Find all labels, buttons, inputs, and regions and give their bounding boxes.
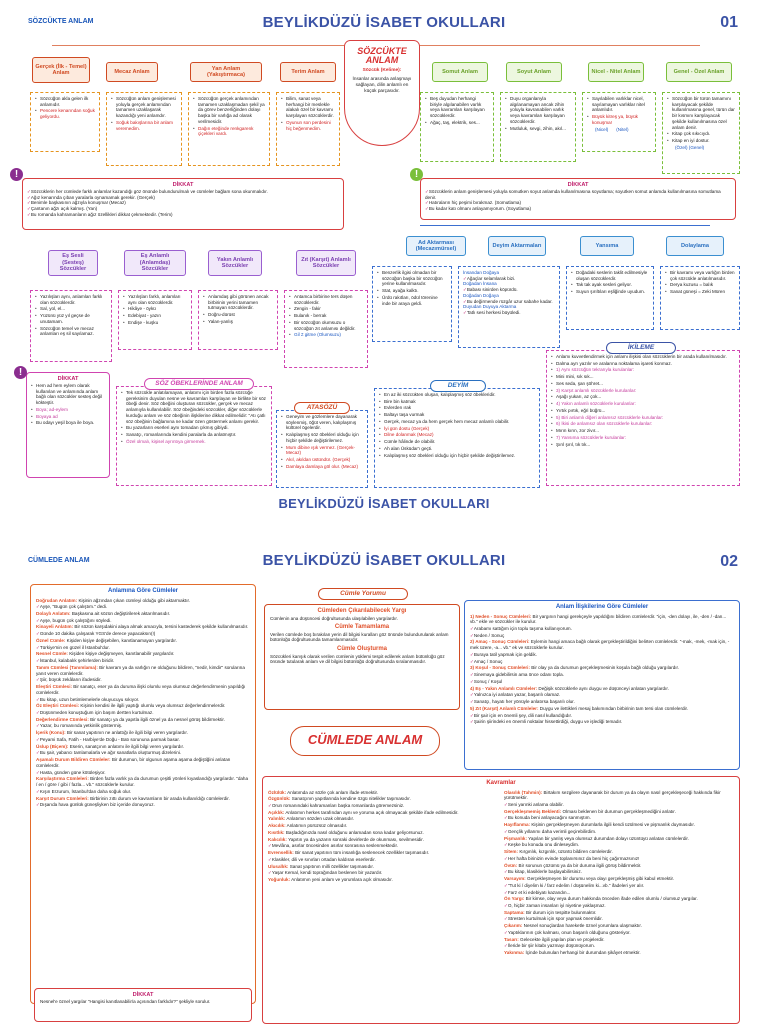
list-item: • Gerçek, mecaz ya da hem gerçek hem mecaz anlamlı olabilir.	[379, 419, 535, 425]
hdr-terim: Terim Anlam	[280, 62, 336, 82]
list-item: Saptama: Bir durum için tespitte bulunmaktır.	[504, 909, 597, 915]
list-item: ✓ Kışın Erzurum, İstanbul'dan daha soğuk olur.	[36, 789, 250, 795]
section-title: Anlam İlişkilerine Göre Cümleler	[555, 604, 649, 610]
mid-title: CÜMLEDE ANLAM	[307, 732, 423, 747]
list-item: 5) Zıt (Karşıt) Anlamlı Cümleler: Duygu ve ilettikleri mesaj bakımından birbirinin tam tersi olan cümlelerdir.	[470, 705, 689, 711]
list-item: • Bilim, sanat veya herhangi bir meslekle alakalı özel bir kavramı karşılayan sözcüklerdir.	[281, 96, 335, 119]
topic-label: SÖZCÜKTE ANLAM	[28, 18, 94, 25]
dikkat-item: Nesnel'e öznel yargılar "Hangisi kanıtlanabilir/a açısından farklıdır?" şekliyle sorulur.	[40, 998, 211, 1004]
list-item: ✓ Sanatçı, hayatı her yönüyle anlatırsa başarılı olur.	[470, 699, 734, 705]
list-item: Doğrudan Anlatım: Kişinin ağzından çıkan cümleyi olduğu gibi aktarmaktır.	[36, 597, 191, 603]
list-item: • Kalıplaşmış söz öbekleri olduğu için hiçbir şekilde değiştirilemez.	[281, 432, 363, 443]
list-item: Eleştiri Cümlesi: Bir sanatçı, eser ya da duruma ilişki olumlu veya olumsuz değerlendirmenin yapıldığı cümlelerdir.	[36, 684, 246, 695]
list-item: Özlülük: Anlatımda az sözle çok anlam ifade etmektir.	[268, 789, 379, 795]
sub-heading: İnsandan Doğaya	[463, 270, 500, 275]
anlam-iliskileri-list	[470, 614, 734, 725]
list-item: ✓ Sinemaya gidebilirsin ama önce odanı topla.	[470, 672, 734, 678]
example-item: • Mini mini, sık sık...	[551, 374, 735, 380]
tag-ozel: (Özel)	[675, 144, 688, 150]
tag-nicel: (Nicel)	[595, 126, 609, 132]
list-item: ✓ Mevlâna, asırlar öncesinden asırlar sonrasına seslenmektedir.	[268, 843, 498, 849]
example-item: • Sanatçı, romanlarında kendini paralarla da anlatmıştır.	[121, 432, 267, 438]
dikkat-box-2	[420, 178, 736, 220]
box-anlamina-gore	[30, 584, 256, 1004]
warning-icon: !	[410, 168, 423, 181]
example-item: • Damlaya damlaya göl olur. (Mecaz)	[281, 464, 363, 470]
example-item: • Pencere kenarından soğuk geliyordu.	[35, 108, 95, 119]
section-title: Anlamına Göre Cümleler	[107, 588, 179, 594]
list-item: • Beş duyudan herhangi biriyle algılanabilen varlık veya kavramları karşılayan sözcüklerdir.	[425, 96, 489, 119]
hdr-yansima: Yansıma	[580, 236, 634, 256]
hdr-genel: Genel - Özel Anlam	[666, 62, 732, 82]
dikkat-item: ✓ Sözcüklerin her cümlede farklı anlamlar kazandığı göz önünde bulundurulmalı ve cümleler bağlam sona okunmalıdır.	[27, 189, 339, 195]
list-item: ✓ Ayşe, "Bugün çok çalıştım." dedi.	[36, 604, 250, 610]
example-item: • Derya kuzusu = balık	[665, 282, 735, 288]
warning-icon: !	[14, 366, 27, 379]
box-kavramlar	[262, 776, 740, 1024]
box-deyim	[374, 388, 540, 488]
box-yansima	[566, 266, 654, 330]
sub-heading: Doğadan İnsana	[463, 281, 497, 287]
list-item: Akıcılık: Anlatımın pürüzsüz olmasıdır.	[268, 823, 348, 829]
list-item: ✓ Neden / Sonuç	[470, 633, 734, 639]
list-item: ✓ Yaptıklarının çok kalması, onun başarılı olduğunu gösteriyor.	[504, 930, 734, 936]
list-item: • Bir sözcüğün olumsuzu o sözcüğün zıt anlamısı değildir.	[289, 320, 363, 331]
list-item: Tanım Cümlesi (Tanımlama): Bir kavram ya da varlığın ne olduğunu bildiren, "nedir, kimdir" sorularına yanıt veren cümlelerdir.	[36, 664, 245, 676]
list-item: Varsayım: Gerçekleşmeyen bir durumu veya olayı gerçekleşmiş gibi kabul etmektir.	[504, 876, 675, 882]
list-item: • Doğadaki seslerin taklit edilmesiyle oluşan sözcüklerdir.	[571, 270, 649, 281]
list-item: • 7) Yansıma sözcüklerle kurulanlar:	[551, 435, 735, 441]
list-item: • 6) İkisi de anlamsız olan sözcüklerle kurulanlar:	[551, 421, 735, 427]
example-item: • Stat, ayağa kalktı.	[377, 288, 447, 294]
list-item: Yoğunluk: Anlatımın yeni anlam ve yorumlara açık olmasıdır.	[268, 877, 393, 883]
example-item: • Gil ≠ gitme (Olumsuzu)	[289, 332, 363, 338]
example-item: • Kitap en iyi dostur.	[667, 138, 735, 144]
box-mecaz	[106, 92, 182, 166]
dikkat-box-3	[26, 372, 110, 478]
example-item: • Özel olmalı, kişisel ayrıntıya girmemek.	[121, 439, 267, 445]
list-item: • Boyaya ad	[31, 414, 105, 420]
box-es-sesli	[30, 290, 112, 362]
box-soz-obekleri	[116, 386, 272, 486]
list-item: ✓ Klasikler, dili ve sınırları ortadan kaldıran eserlerdir.	[268, 857, 498, 863]
hdr-ad-aktarmasi: Ad Aktarması (Mecazımürsel)	[406, 236, 466, 256]
list-item: ✓ Peyami Safa, Fatih - Harbiye'de Doğu - Batı sorununa parmak basar.	[36, 737, 250, 743]
list-item: ✓ Sonuç / Koşul	[470, 679, 734, 685]
list-item: • Sözcüğün bir türün tamamını karşılayacak şekilde kullanılmasına genel, türün dar bir kısmını karşılayacak şekilde kullanılmasına özel anlam denir.	[667, 96, 735, 130]
list-item: • Kalıplaşmış söz öbekleri olduğu için hiçbir şekilde değiştirilemez.	[379, 453, 535, 459]
example-item: ✓ Tatlı sesi herkesi büyüledi.	[463, 310, 555, 316]
section-ikileme: İKİLEME	[606, 342, 676, 354]
example-item: • Kitap çok sıkıcıydı.	[667, 131, 735, 137]
box-deyim-aktarmalari	[458, 266, 560, 348]
box-ikileme	[546, 350, 740, 486]
brand-title: BEYLİKDÜZÜ İSABET OKULLARI	[262, 14, 506, 31]
dikkat-title: DİKKAT	[567, 182, 589, 188]
list-item: • 4) Yakın anlamlı sözcüklerle kurulanlar:	[551, 401, 735, 407]
box-soyut	[500, 92, 576, 162]
list-item: • Sözcüğün anlam genişlemesi yoluyla gerçek anlamından tamamen uzaklaşarak kazandığı yeni anlamdır.	[111, 96, 177, 119]
example-item: • Soğuk bakışlarına bir anlam veremedim.	[111, 120, 177, 131]
dikkat-item: ✓ Bu romanda kahramanların ağız özellikleri dikkat çekmektedir. (Terim)	[27, 212, 339, 218]
list-item: ✓ Hasta, günden güne kötüleşiyor.	[36, 770, 250, 776]
box-gercek	[30, 92, 100, 152]
list-item: Ulusallık: Sanat yapıtının milli özellikler taşımasıdır.	[268, 863, 374, 869]
list-item: ✓ Bu kitap, klasiklerle başlayabilirsiniz.	[504, 869, 734, 875]
example-item: • Doğru-dürüst	[203, 312, 273, 318]
hdr-nicel: Nicel - Nitel Anlam	[588, 62, 644, 82]
list-item: ✓ İstanbul, kalabalık şehirlerden biridir.	[36, 658, 250, 664]
shield-title-1: SÖZCÜKTE	[357, 46, 407, 56]
list-item: ✓ Şairin şiirindeki en önemli noktalar hissettirdiği, duygu ve işlediği temadır.	[470, 719, 734, 725]
example-item: • Edebiyat - yazın	[123, 313, 187, 319]
list-item: • 3) Karşıt anlamlı sözcüklerle kurulanlar:	[551, 388, 735, 394]
box-yan	[188, 92, 270, 166]
list-item: 2) Amaç - Sonuç Cümleleri: Eylemin hangi amaca bağlı olarak gerçekleştirildiğini belirten cümlelerdir. "-mak, -mek, -mak için, -mek üzere, -a... vb." ek ve sözcüklerle kurulur.	[470, 639, 730, 651]
list-item: Evrensellik: Bir sanat yapıtının tüm insanlığa seslenecek özellikler taşımasıdır.	[268, 850, 430, 856]
example-item: • Yırtık pırtık, eğri büğrü...	[551, 408, 735, 414]
dikkat-title: DİKKAT	[57, 376, 79, 382]
list-item: • Anlamdaş gibi görünen ancak birbirinin yerini tamamen tutmayan sözcüklerdir.	[203, 294, 273, 311]
list-item: Karşılaştırma Cümleleri: Birden fazla varlık ya da durumun çeşitli yönleri kıyaslandığı yargılardır. "daha / en / göre / gibi / fazla... vb." sözcüklerle kurulur.	[36, 776, 249, 788]
list-item: • Antamca birbirine ters düşen sözcüklerdir.	[289, 294, 363, 305]
example-item: • Sal, yol, el...	[35, 306, 107, 312]
list-item: ✓ Seni yarınki anlama olabilir.	[504, 802, 734, 808]
box-genel	[662, 92, 740, 174]
list-item: 1) Neden - Sonuç Cümleleri: Bir yargının hangi gerekçeyle yapıldığını bildiren cümlelerdir. "için, -den dolayı, ile, -den / -dan... vb." ekle ve sözcükler ile kurulur.	[470, 613, 727, 625]
list-item: • İyi gün dostu (Gerçek)	[379, 426, 535, 432]
example-item: • Akıl, akıldan üstündür. (Gerçek)	[281, 457, 363, 463]
list-item: Dolaylı Anlatım: Başkasına ait sözün değiştirilerek aktarılmasıdır.	[36, 610, 171, 616]
list-item: Yakınma: İçinde bulunulan herhangi bir durumdan şikâyet etmektir.	[504, 950, 641, 956]
list-item: ✓ Her hafta birinizin evinde toplanırsınız da beni hiç çağırmazsınız!	[504, 856, 734, 862]
hdr-es-anlamli: Eş Anlamlı (Anlamdaş) Sözcükler	[124, 250, 186, 276]
list-item: Üslup (Biçem): Eserin, sanatçının anlatımı ile ilgili bilgi veren yargılardır.	[36, 743, 185, 749]
list-item: ✓ İleride bir şiir kitabı yazmayı düşünüyorum.	[504, 943, 734, 949]
box-yakin	[198, 290, 278, 350]
box-anlam-iliskileri	[464, 600, 740, 770]
list-item: 3) Koşul - Sonuç Cümleleri: Bir olay ya da durumun gerçekleşmesinin koşula bağlı olduğu yargılardır.	[470, 665, 680, 671]
box-dolaylama	[660, 266, 740, 330]
list-item: ✓ Düşünmeden konuştuğum için başım dertten kurtulmaz.	[36, 710, 250, 716]
section-soz-obekleri: SÖZ ÖBEKLERİNDE ANLAM	[144, 378, 254, 390]
list-item: Gerçekleşmemiş Beklenti: Olması beklenen bir durumun gerçekleşmediğini anlatır.	[504, 808, 676, 814]
example-item: • Mırın kırın, zor zivır...	[551, 428, 735, 434]
list-item: Yalınlık: Anlatımın sözden uzak olmasıdır.	[268, 816, 355, 822]
list-item: Değerlendirme Cümlesi: Bir sanatçı ya da yapıtla ilgili öznel ya da nesnel görüş bildirmektir.	[36, 716, 225, 722]
list-item: ✓ Buraya tatil yapmak için geldik.	[470, 652, 734, 658]
box-atasozu	[276, 410, 368, 488]
list-item: ✓ Yaşar Kemal, kendi toprağından beslenen bir yazardır.	[268, 870, 498, 876]
list-item: • Duyu organlarıyla algılanamayan ancak zihin yoluyla kavranabilen varlık veya kavramları karşılayan sözcüklerdir.	[505, 96, 571, 125]
example-item: • Yüzünü yüz yıl geçse de unutamam.	[35, 313, 107, 324]
list-item: ✓ Şiir, büyük zekâların ifadesidir.	[36, 677, 250, 683]
center-shield	[344, 40, 420, 146]
example-item: • Şırıl şırıl, tık tık...	[551, 442, 735, 448]
example-item: ✓ Bu değirmende rüzgâr uzur sabahe kadar.	[463, 299, 555, 305]
anlamina-gore-list	[36, 598, 250, 809]
list-item: • Evlerden ırak	[379, 405, 535, 411]
dikkat-item: ✓ Bu kadar katı olmanı anlayamıyorum. (Soyutlama)	[425, 206, 731, 212]
subsection-text: Cümlenin ana düşüncesi doğrultusunda ulaşılabilen yargılardır.	[270, 615, 398, 621]
subsection-title: Cümle Tamamlama	[334, 624, 390, 631]
page-number: 01	[720, 14, 738, 31]
example-item: • Mum dibine ışık vermez. (Gerçek-Mecaz)	[281, 445, 363, 456]
dikkat-item: ✓ Benimle başkasının ağzıyla konuşma! (Mecaz)	[27, 200, 339, 206]
list-item: Tasarı: Gelecekte ilgili yapılan plan ve projelerdir.	[504, 936, 605, 942]
list-item: ✓ Bir şair için en önemli şey, dili nasıl kullandığıdır.	[470, 713, 734, 719]
dikkat-item: ✓ Hatıraların hiç peşimi bırakmaz. (Somutlama)	[425, 200, 731, 206]
list-item: Olasılık (Tahmin): Birtakım sezgilere dayanarak bir durum ya da olayın nasıl gerçekleşeceği hakkında fikir yürütmektir.	[504, 789, 721, 801]
list-item: Öznel Cümle: Kişiden kişiye değişebilen, kanıtlanamayan yargılardır.	[36, 637, 177, 643]
list-item: ✓ Türkiye'nin en güzel il İstanbul'dur.	[36, 645, 250, 651]
dikkat-title: DİKKAT	[132, 992, 154, 998]
brand-title: BEYLİKDÜZÜ İSABET OKULLARI	[262, 552, 506, 569]
hdr-gercek: Gerçek (İlk - Temel) Anlam	[32, 57, 90, 83]
list-item: Karşıt Durum Cümleleri: Birbirinin zıttı durum ve kavramların bir arada kullanıldığı cümlelerdir.	[36, 795, 230, 801]
list-item: ✓ Farz et ki edebiyatı kazandın...	[504, 890, 734, 896]
list-item: ✓ Ayşe, bugün çok çalıştığını söyledi.	[36, 618, 250, 624]
list-item: Nesnel Cümle: Kişiden kişiye değişmeyen, kanıtlanabilir yargılardır.	[36, 651, 175, 657]
list-item: • Hem ad hem eylem olarak kullanılan ve anlamında anlam bağlı olan sözcükler sesteş değil kökteştir.	[31, 383, 105, 406]
tag-genel: (Genel)	[688, 144, 705, 150]
page-number: 02	[720, 553, 738, 570]
list-item: Kısıtlık: Başladığınızda nasıl olduğunu anlamadan sona kadar geliyorsunuz.	[268, 829, 424, 835]
list-item: ✓ Arabamı sattığım için toplu taşıma kullanıyorum.	[470, 626, 734, 632]
list-item: 4) Eş - Yakın Anlamlı Cümleler: Değişik sözcüklerle aynı duygu ve düşünceyi anlatan yargılardır.	[470, 685, 669, 691]
list-item: Aşamalı Durum Bildiren Cümleler: Bir durumun, bir olgunun aşama aşama değiştiğini anlatan cümlelerdir.	[36, 757, 231, 768]
list-item: • Cümle hâlinde de olabilir.	[379, 439, 535, 445]
list-item: • Sözcüğün akla gelen ilk anlamıdır.	[35, 96, 95, 107]
list-item: • En az iki sözcükten oluşan, kalıplaşmış söz öbekleridir.	[379, 392, 535, 398]
list-item: • 5) Biri anlamlı diğeri anlamsız sözcüklerle kurulanlar:	[551, 415, 735, 421]
list-item: ✓ "Tut ki / diyelim ki / farz edelim / düşünelim ki...vb." ifadeleri yer alır.	[504, 883, 734, 889]
example-item: • Büyük kitreş ya, büyük konuşma!	[587, 114, 651, 125]
hdr-mecaz: Mecaz Anlam	[106, 62, 158, 82]
list-item: ✓ Yalnızca iyi anlatan yazar, başarılı olamaz.	[470, 692, 734, 698]
shield-desc: İnsanlar arasında anlaşmayı sağlayan, dilin anlamlı en küçük parçasıdır.	[352, 75, 412, 93]
list-item: ✓ Günde 10 dakika çalışarak YGS'de derece yapacaksın(!)	[36, 631, 250, 637]
example-item: • Oyunun son perdesini hiç beğenmedim.	[281, 120, 335, 131]
section-title: Kavramlar	[486, 780, 516, 786]
list-item: ✓ Orun romanındaki kahramanları başka romanlarda göremezsiniz.	[268, 803, 498, 809]
hdr-es-sesli: Eş Sesli (Sesteş) Sözcükler	[48, 250, 98, 276]
shield-title-2: ANLAM	[365, 55, 399, 65]
hdr-deyim-aktarmalari: Deyim Aktarmaları	[488, 236, 546, 256]
list-item: Öz Eleştiri Cümlesi: Kişinin kendisi ile ilgili yaptığı olumlu veya olumsuz değerlendirmelerdir.	[36, 703, 226, 709]
dikkat-box-1	[22, 178, 344, 230]
example-item: • Hikâye - öykü	[123, 306, 187, 312]
example-item: • Ses seda, şan şöhret...	[551, 381, 735, 387]
hdr-yakin: Yakın Anlamlı Sözcükler	[208, 250, 262, 276]
list-item: Açıklık: Anlatımın herkes tarafından aynı ve yoruma açık olmayacak şekilde ifade edilmesidir.	[268, 809, 459, 815]
list-item: Ön Yargı: Bir kimse, olay veya durum hakkında önceden ifade edilen olumlu / olumsuz yargılar.	[504, 896, 698, 902]
list-item: • Dalma ayrı yazılır ve aralarına noktalama işareti konmaz.	[551, 361, 735, 367]
list-item: Çıkarım: Nesnel sonuçlardan hareketle öznel yorumlara ulaşmaktır.	[504, 923, 642, 929]
list-item: • 1) Aynı sözcüğün tekrarıyla kurulanlar:	[551, 367, 735, 373]
list-item: ✓ Gençlik yıllarımı daha verimli geçirebilirdim.	[504, 829, 734, 835]
box-es-anlamli	[118, 290, 192, 350]
example-item: • Ağaç, taş, elektrik, ses...	[425, 120, 489, 126]
list-item: Kinayeli Anlatım: Bir sözün karşıdakini alaya almak amacıyla, tersini kastederek şekilde kullanılmasıdır.	[36, 624, 249, 630]
list-item: ✓ Amaç / Sonuç	[470, 659, 734, 665]
hdr-soyut: Soyut Anlam	[506, 62, 562, 82]
example-item: • Ürdü rakıtları, ödül törenine inde bir araya geldi.	[377, 295, 447, 306]
list-item: Hayıflanma: Kişinin gerçekleşmeyen durumlarla ilgili kendi üzülmesi ve pişmanlık duymasıdır.	[504, 822, 695, 828]
tag-nitel: (Nitel)	[616, 126, 629, 132]
example-item: • Mutluluk, sevgi, zihin, akıl...	[505, 126, 571, 132]
kavramlar-left	[268, 790, 498, 957]
section-deyim: DEYİM	[430, 380, 486, 392]
list-item: ✓ Stresten kurtulmak için spor yapmak önemlidir.	[504, 916, 734, 922]
list-item: • Bire bin katmak	[379, 399, 535, 405]
example-item: • Bulanık - berrak	[289, 313, 363, 319]
box-somut	[420, 92, 494, 162]
list-item: • Dilne dolanmak (Mecaz)	[379, 432, 535, 438]
list-item: Övün: Bir sorunun çözümü ya da bir duruma ilgili görüş bildirmektir.	[504, 862, 642, 868]
subsection-title: Cümleden Çıkarılabilecek Yargı	[317, 608, 407, 614]
list-item: ✓ Keşke bu konuda onu dinleseydim.	[504, 842, 734, 848]
kavramlar-right	[504, 790, 734, 957]
example-item: ✓ Ağaçlar selamlarak bizi.	[463, 276, 555, 282]
dikkat-item: ✓ Ağız kenarında çıban yaralarla oynamamak gerekir. (Gerçek)	[27, 195, 339, 201]
list-item: ✓ Yazar, bu romanında yetkinlik göstermiş.	[36, 723, 250, 729]
box-cumle-yorumu	[264, 604, 460, 710]
list-item: ✓ Dışarıda hava günlük güneşliyken biz içeride donuyoruz.	[36, 802, 250, 808]
list-item: • Sayılabilen varlıklar nicel, sayılamayan varlıklar nitel anlamlıdır.	[587, 96, 651, 113]
list-item: Kalıcılık: Yapıtın ya da yazarın sonraki devirlerde de okunması, sevilmesidir.	[268, 836, 424, 842]
list-item: İçerik (Konu): Bir sanat yapıtının ne anlattığı ile ilgili bilgi veren yargılardır.	[36, 730, 188, 736]
example-item: • Sanat güneşi = Zeki Müren	[665, 289, 735, 295]
list-item: ✓ Bu kitap, uzun betimlemelerle okuyucuyu sıkıyor.	[36, 697, 250, 703]
example-item: • Bu yazarların eserleri aynı tomadan çıkmış gibiydi.	[121, 425, 267, 431]
example-item: • Yalan-yanlış	[203, 319, 273, 325]
example-item: • Zengin - fakir	[289, 306, 363, 312]
list-item: • Geneyim ve gözlemlere dayanarak söylenmiş, öğüt veren, kalıplaşmış kültürel ögelerdir.	[281, 414, 363, 431]
hdr-yan: Yan Anlam (Yakıştırmaca)	[190, 62, 262, 82]
subsection-title: Cümle Oluşturma	[336, 646, 387, 653]
dikkat-title: DİKKAT	[172, 182, 194, 188]
sub-heading: Duyudan Duyuya Aktarma	[463, 304, 517, 310]
box-terim	[276, 92, 340, 166]
list-item: • Baltayı taşa vurmak	[379, 412, 535, 418]
list-item: • Ah alan Üsküdar'ı geçti.	[379, 446, 535, 452]
dikkat-item: ✓ Sözcüklerin anlam genişlemesi yoluyla somutken soyut anlamda kullanılmasına soyutlama; soyutken somut anlamda kullanılmasına somutlama denir.	[425, 189, 731, 200]
example-item: • Dağın eteğinde renkgarenk çiçekleri vardı.	[193, 126, 265, 137]
page-cumlede-anlam	[0, 512, 768, 1024]
list-item: ✓ Bu şair, yabancı tamlamalarla ve ağır sanatlarla oluşturmuş dizelerini.	[36, 750, 250, 756]
dikkat-item: ✓ Çantanın ağzı açık kalmış. (Yan)	[27, 206, 339, 212]
brand-footer: BEYLİKDÜZÜ İSABET OKULLARI	[278, 496, 490, 511]
sub-heading: Doğadan Doğaya	[463, 292, 499, 298]
topic-label: CÜMLEDE ANLAM	[28, 557, 90, 564]
hdr-zit: Zıt (Karşıt) Anlamlı Sözcükler	[296, 250, 356, 276]
list-item: Sitem: Kırgınlık, kızgınlık, üzüntü bildiren cümlelerdir.	[504, 849, 613, 855]
list-item: • Anlamı kuvvetlendirmek için anlamı ilişkisi olan sözcüklerin bir arada kullanılmasıdır.	[551, 354, 735, 360]
list-item: • Sözcüğün temel ve mecaz anlamları eş sil sayılamaz.	[35, 326, 107, 337]
box-zit	[284, 290, 368, 368]
list-item: • Yazılışları aynı, anlamları farklı olan sözcüklerdir.	[35, 294, 107, 305]
subsection-text: Verilen cümlede boş bırakılan yerin dil bilgisi kuralları göz önünde bulundurularak anlam bütünlüğü doğrultusunda tamamlanmasıdır.	[270, 631, 449, 643]
example-item: • Aşağı yukarı, az çok...	[551, 394, 735, 400]
section-cumle-yorumu: Cümle Yorumu	[318, 588, 408, 600]
dikkat-box-p2	[34, 988, 252, 1022]
subsection-text: Sözcükleri karışık olarak verilen cümlenin yüklemi tespit edilerek anlam bütünlüğü göz önünde tutularak anlam ve dil bilgisi bütünlüğü doğrultusunda sıralanmasıdır.	[270, 653, 445, 665]
list-item: • Bu odayı yeşil boya ile boya.	[31, 420, 105, 426]
example-item: ✓ Babası sinirden köpürdü.	[463, 287, 555, 293]
example-item: • Tak tak ayak sesleri geliyor.	[571, 282, 649, 288]
hdr-dolaylama: Dolaylama	[666, 236, 724, 256]
list-item: ✓ Bu konuda beni anlayacağını sanmıştım.	[504, 815, 734, 821]
list-item: • Boya; ad-eylem	[31, 407, 105, 413]
list-item: • Benzerlik ilgisi olmadan bir sözcüğün başka bir sözcüğün yerine kullanılmasıdır.	[377, 270, 447, 287]
list-item: • Sözcüğün gerçek anlamından tamamen uzaklaşmadan şekil ya da görev benzerliğinden dolayı başka bir varlığa ad olarak verilmesidir.	[193, 96, 265, 125]
list-item: • Bir kavramı veya varlığın birden çok sözcükle anlatılmasıdır.	[665, 270, 735, 281]
warning-icon: !	[10, 168, 23, 181]
box-ad-aktarmasi	[372, 266, 452, 342]
section-atasozu: ATASÖZÜ	[294, 402, 350, 414]
example-item: • Suyun şırıltıları eşliğinde uyudum.	[571, 289, 649, 295]
list-item: Özgünlük: Sanatçının yapıtlarında kendine özgü nitelikler taşımasıdır.	[268, 796, 411, 802]
list-item: • Tek sözcükle anlatılamayan, anlatımı için birden fazla sözcüğe gereksinim duyulan nesne ve kavramları karşılayan ve birlikte bir söz öbeği denir. Söz öbeğini oluşturan sözcükler, gerçek ve mecaz anlamıyla kullanılabilir. Söz öbeğindeki sözcükler, diğer sözcüklerle kurduğu anlam ve söz öbeğinin ilişkilerine dikkat edilmelidir: "Atı çatlı söz öbeğinin bağlamına ne kadar özen göstermek anlamı gerekir.	[121, 390, 267, 424]
shield-sub: Sözcük (Kelime):	[362, 68, 402, 73]
list-item: • Yazılışları farklı, anlamları aynı olan sözcüklerdir.	[123, 294, 187, 305]
list-item: ✓ O, hiçbir zaman insanları iyi niyetine yaklaşmaz.	[504, 903, 734, 909]
hdr-somut: Somut Anlam	[432, 62, 488, 82]
list-item: Pişmanlık: Yapılan bir yanlış veya olumsuz durumdan dolayı üzüntüyü anlatan cümlelerdir.	[504, 835, 689, 841]
box-nicel	[582, 92, 656, 152]
example-item: • Endişe - kuşku	[123, 320, 187, 326]
